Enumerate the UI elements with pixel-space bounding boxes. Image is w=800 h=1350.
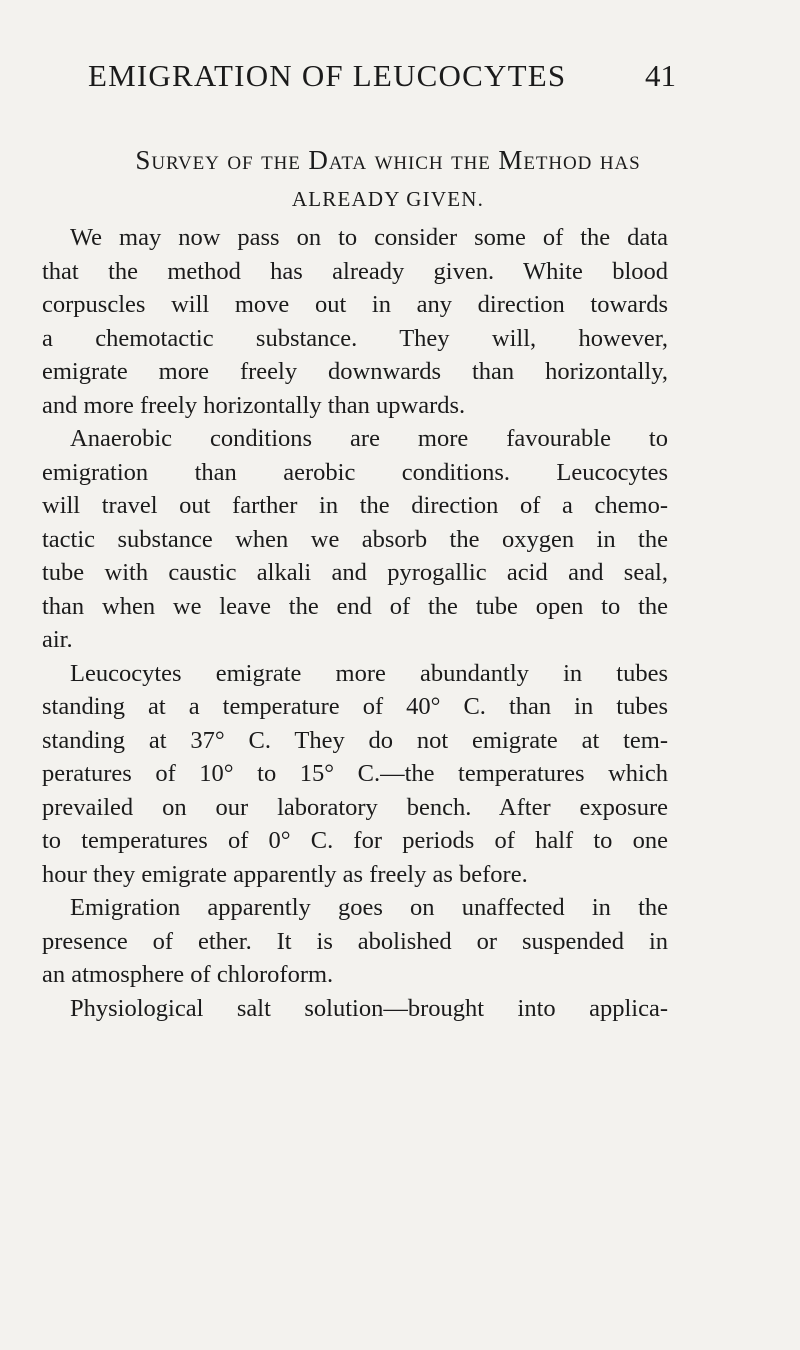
text-line: Emigration apparently goes on unaffected in the bbox=[70, 894, 668, 921]
section-heading bbox=[48, 141, 728, 218]
text-line: Physiological salt solution—brought into applica- bbox=[70, 994, 668, 1022]
text-line: We may now pass on to consider some of the data bbox=[70, 224, 668, 251]
text-line: peratures of 10° to 15° C.—the temperatures which bbox=[42, 760, 668, 787]
text-line: presence of ether. It is abolished or suspended in bbox=[42, 927, 668, 955]
section-heading-line-1: Survey of the Data which the Method has bbox=[135, 145, 641, 175]
text-line: and more freely horizontally than upwards. bbox=[42, 391, 466, 419]
text-line: than when we leave the end of the tube open to the bbox=[42, 592, 668, 620]
text-line: tactic substance when we absorb the oxygen in the bbox=[42, 525, 668, 553]
text-line: Leucocytes emigrate more abundantly in tubes bbox=[70, 659, 668, 687]
text-line: standing at 37° C. They do not emigrate at tem- bbox=[42, 726, 668, 754]
text-line: air. bbox=[42, 626, 73, 653]
text-line: that the method has already given. White blood bbox=[42, 257, 668, 285]
text-line: prevailed on our laboratory bench. After exposure bbox=[42, 793, 668, 821]
text-line: standing at a temperature of 40° C. than in tubes bbox=[42, 693, 668, 720]
text-line: emigration than aerobic conditions. Leucocytes bbox=[42, 458, 668, 486]
running-head bbox=[88, 56, 676, 96]
text-line: emigrate more freely downwards than horizontally, bbox=[42, 358, 668, 385]
text-line: to temperatures of 0° C. for periods of half to one bbox=[42, 827, 668, 854]
text-line: hour they emigrate apparently as freely as before. bbox=[42, 860, 528, 888]
text-line: a chemotactic substance. They will, however, bbox=[42, 324, 668, 352]
text-line: an atmosphere of chloroform. bbox=[42, 961, 334, 988]
body-text bbox=[42, 221, 668, 1025]
text-line: tube with caustic alkali and pyrogallic acid and seal, bbox=[42, 559, 668, 586]
text-line: Anaerobic conditions are more favourable to bbox=[70, 425, 668, 452]
text-line: will travel out farther in the direction of a chemo- bbox=[42, 492, 668, 519]
section-heading-line-2: ALREADY GIVEN. bbox=[291, 187, 485, 211]
page-number: 41 bbox=[645, 58, 676, 93]
running-title: EMIGRATION OF LEUCOCYTES bbox=[88, 58, 567, 93]
text-line: corpuscles will move out in any direction towards bbox=[42, 291, 668, 318]
